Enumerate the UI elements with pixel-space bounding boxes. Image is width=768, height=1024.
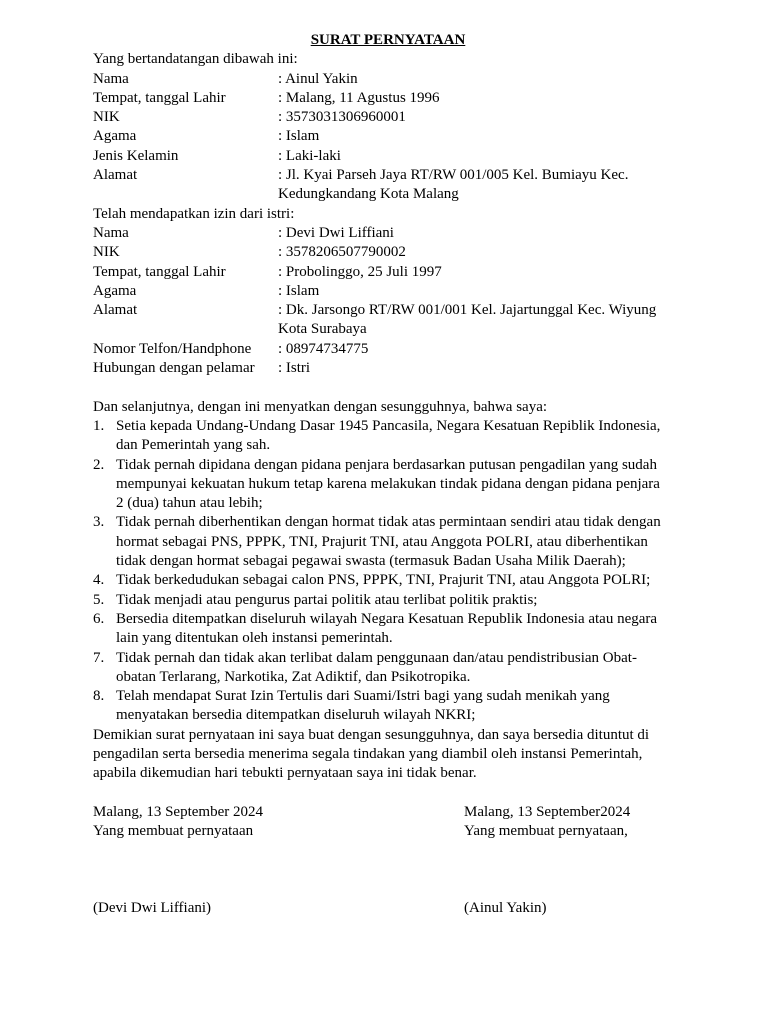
field-label: Alamat xyxy=(93,302,138,319)
list-text xyxy=(116,571,683,590)
list-text-line: menyatakan bersedia ditempatkan diseluruh wilayah NKRI; xyxy=(116,707,476,724)
list-text-line: tidak dengan hormat sebagai pegawai swasta (termasuk Badan Usaha Milik Daerah); xyxy=(116,553,626,570)
field-label: Nama xyxy=(93,70,129,87)
list-number: 5. xyxy=(93,591,105,608)
field-label: Tempat, tanggal Lahir xyxy=(93,263,226,280)
signature-block-right xyxy=(464,803,683,919)
field-label: Hubungan dengan pelamar xyxy=(93,360,255,377)
list-item xyxy=(93,513,683,571)
applicant-section xyxy=(93,70,683,205)
document-page xyxy=(93,31,683,919)
list-item xyxy=(93,591,683,610)
signature-space xyxy=(464,841,683,899)
signature-place-date: Malang, 13 September 2024 xyxy=(93,803,263,820)
list-text xyxy=(116,610,683,649)
list-number: 7. xyxy=(93,649,105,666)
list-text xyxy=(116,417,683,456)
spouse-row-continued xyxy=(93,320,683,339)
list-text xyxy=(116,649,683,688)
list-item xyxy=(93,610,683,649)
spouse-row xyxy=(93,224,683,243)
signature-role: Yang membuat pernyataan xyxy=(93,823,254,840)
field-value: : Islam xyxy=(278,128,320,145)
list-text-line: dan Pemerintah yang sah. xyxy=(116,437,271,454)
field-value: : Dk. Jarsongo RT/RW 001/001 Kel. Jajartunggal Kec. Wiyung xyxy=(278,302,657,319)
list-text-line: Telah mendapat Surat Izin Tertulis dari Suami/Istri bagi yang sudah menikah yang xyxy=(116,688,610,705)
spouse-row xyxy=(93,340,683,359)
list-number: 4. xyxy=(93,572,105,589)
field-value: : 3578206507790002 xyxy=(278,244,406,261)
field-value: : Ainul Yakin xyxy=(278,70,358,87)
list-text-line: Tidak berkedudukan sebagai calon PNS, PPPK, TNI, Prajurit TNI, atau Anggota POLRI; xyxy=(116,572,651,589)
signature-block-left xyxy=(93,803,464,919)
applicant-row-continued xyxy=(93,185,683,204)
field-label: Nomor Telfon/Handphone xyxy=(93,340,252,357)
signature-place-date: Malang, 13 September2024 xyxy=(464,803,631,820)
applicant-row xyxy=(93,166,683,185)
document-title: SURAT PERNYATAAN xyxy=(310,32,466,48)
list-number: 3. xyxy=(93,514,105,531)
list-text xyxy=(116,591,683,610)
list-number: 2. xyxy=(93,456,105,473)
spouse-row xyxy=(93,263,683,282)
field-label: NIK xyxy=(93,244,120,261)
signature-section xyxy=(93,803,683,919)
applicant-row xyxy=(93,108,683,127)
list-number: 8. xyxy=(93,688,105,705)
applicant-row xyxy=(93,147,683,166)
list-text xyxy=(116,513,683,571)
list-text-line: hormat sebagai PNS, PPPK, TNI, Prajurit TNI, atau Anggota POLRI, atau diberhentikan xyxy=(116,533,648,550)
spouse-row xyxy=(93,301,683,320)
list-item xyxy=(93,417,683,456)
field-value: : Jl. Kyai Parseh Jaya RT/RW 001/005 Kel. Bumiayu Kec. xyxy=(278,167,629,184)
list-text xyxy=(116,687,683,726)
applicant-row xyxy=(93,89,683,108)
list-number: 1. xyxy=(93,417,105,434)
field-value: : Istri xyxy=(278,360,311,377)
intro-text: Yang bertandatangan dibawah ini: xyxy=(93,51,298,68)
list-item xyxy=(93,571,683,590)
field-label: Nama xyxy=(93,224,129,241)
field-label: Jenis Kelamin xyxy=(93,147,179,164)
list-text-line: Tidak pernah dan tidak akan terlibat dalam penggunaan dan/atau pendistribusian Obat- xyxy=(116,649,637,666)
spouse-row xyxy=(93,359,683,378)
statement-list xyxy=(93,417,683,726)
statement-intro: Dan selanjutnya, dengan ini menyatkan dengan sesungguhnya, bahwa saya: xyxy=(93,398,548,415)
list-item xyxy=(93,687,683,726)
field-value: : Laki-laki xyxy=(278,147,341,164)
field-label: Tempat, tanggal Lahir xyxy=(93,89,226,106)
field-label: Agama xyxy=(93,128,137,145)
list-text-line: Bersedia ditempatkan diseluruh wilayah Negara Kesatuan Republik Indonesia atau negara xyxy=(116,610,658,627)
list-text-line: Tidak pernah diberhentikan dengan hormat tidak atas permintaan sendiri atau tidak dengan xyxy=(116,514,661,531)
field-value: : 08974734775 xyxy=(278,340,369,357)
list-text-line: obatan Terlarang, Narkotika, Zat Adiktif, dan Psikotropika. xyxy=(116,668,471,685)
field-value-continued: Kota Surabaya xyxy=(278,321,367,338)
closing-line: Demikian surat pernyataan ini saya buat dengan sesungguhnya, dan saya bersedia dituntut di xyxy=(93,726,650,743)
field-value-continued: Kedungkandang Kota Malang xyxy=(278,186,459,203)
field-label: Alamat xyxy=(93,167,138,184)
signature-name: (Devi Dwi Liffiani) xyxy=(93,900,212,917)
applicant-row xyxy=(93,127,683,146)
blank-line xyxy=(93,378,683,397)
field-value: : 3573031306960001 xyxy=(278,109,406,126)
list-text xyxy=(116,456,683,514)
list-number: 6. xyxy=(93,610,105,627)
applicant-row xyxy=(93,70,683,89)
spouse-row xyxy=(93,243,683,262)
signature-space xyxy=(93,841,464,899)
field-label-empty xyxy=(93,320,278,339)
signature-name: (Ainul Yakin) xyxy=(464,900,547,917)
signature-role: Yang membuat pernyataan, xyxy=(464,823,628,840)
closing-line: pengadilan serta bersedia menerima segala tindakan yang diambil oleh instansi Pemerintah, xyxy=(93,745,643,762)
list-text-line: Tidak menjadi atau pengurus partai politik atau terlibat politik praktis; xyxy=(116,591,538,608)
field-label: NIK xyxy=(93,109,120,126)
field-value: : Probolinggo, 25 Juli 1997 xyxy=(278,263,442,280)
field-label-empty xyxy=(93,185,278,204)
list-item xyxy=(93,649,683,688)
field-value: : Malang, 11 Agustus 1996 xyxy=(278,89,440,106)
closing-paragraph xyxy=(93,726,683,784)
list-text-line: Setia kepada Undang-Undang Dasar 1945 Pancasila, Negara Kesatuan Repiblik Indonesia, xyxy=(116,417,661,434)
spouse-section xyxy=(93,224,683,378)
field-value: : Islam xyxy=(278,282,320,299)
list-item xyxy=(93,456,683,514)
spouse-row xyxy=(93,282,683,301)
list-text-line: Tidak pernah dipidana dengan pidana penjara berdasarkan putusan pengadilan yang sudah xyxy=(116,456,657,473)
closing-line: apabila dikemudian hari tebukti pernyataan saya ini tidak benar. xyxy=(93,765,477,782)
field-value: : Devi Dwi Liffiani xyxy=(278,224,394,241)
list-text-line: 2 (dua) tahun atau lebih; xyxy=(116,495,263,512)
field-label: Agama xyxy=(93,282,137,299)
list-text-line: mempunyai kekuatan hukum tetap karena melakukan tindak pidana dengan pidana penjara xyxy=(116,475,660,492)
list-text-line: lain yang ditentukan oleh instansi pemerintah. xyxy=(116,630,393,647)
permission-intro: Telah mendapatkan izin dari istri: xyxy=(93,205,295,222)
